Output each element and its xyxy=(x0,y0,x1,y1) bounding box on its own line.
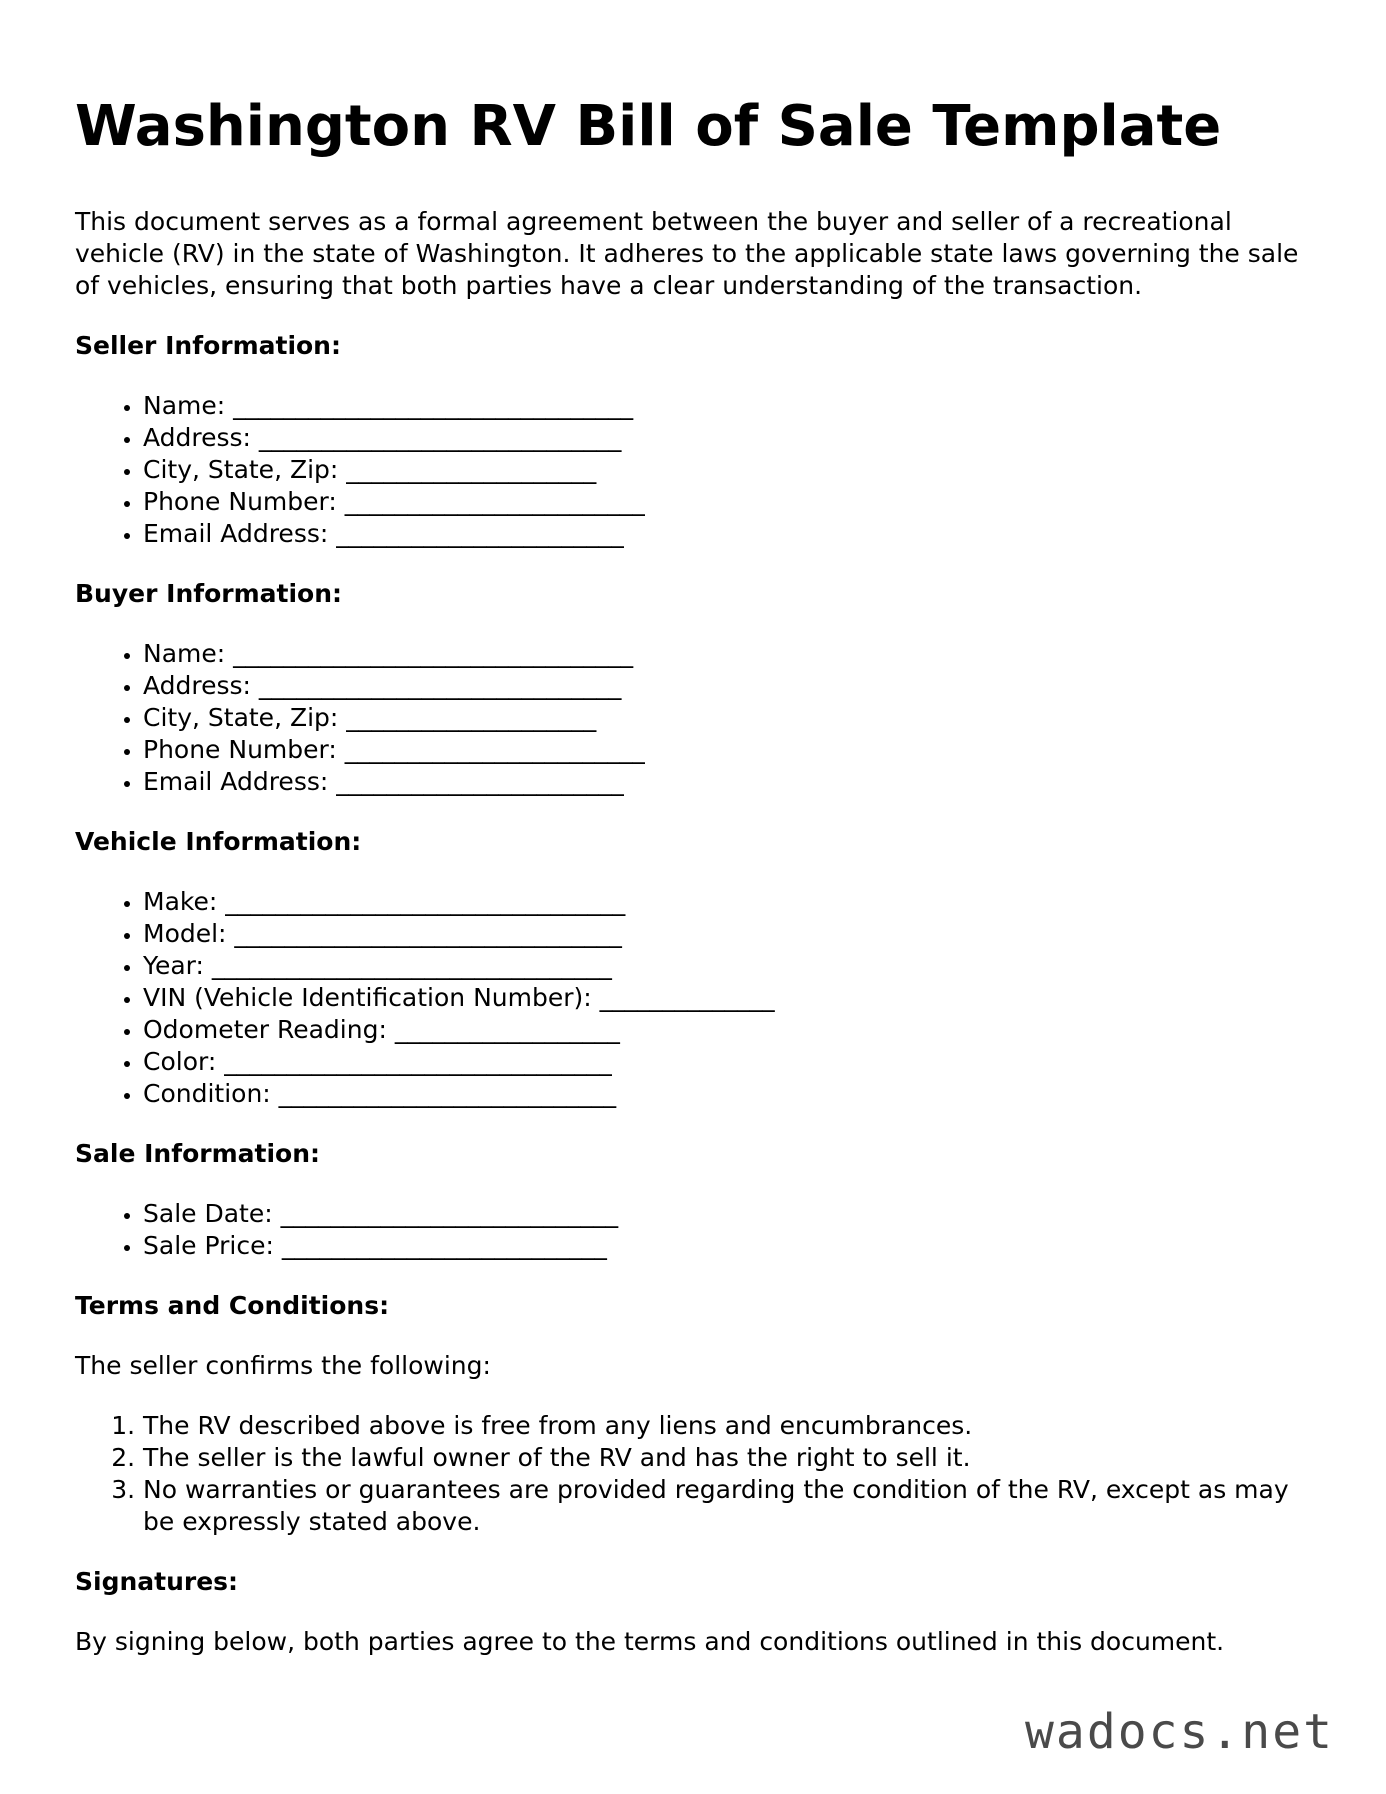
terms-item: 1. The RV described above is free from any liens and encumbrances. xyxy=(143,1410,1315,1442)
terms-item: 3. No warranties or guarantees are provided regarding the condition of the RV, except as may be expressly stated above. xyxy=(143,1474,1315,1538)
vehicle-vin-field: • VIN (Vehicle Identification Number): ______________ xyxy=(143,982,1315,1014)
terms-item: 2. The seller is the lawful owner of the RV and has the right to sell it. xyxy=(143,1442,1315,1474)
buyer-name-field: • Name: ________________________________ xyxy=(143,638,1315,670)
terms-heading: Terms and Conditions: xyxy=(75,1291,390,1320)
buyer-phone-field: • Phone Number: ________________________ xyxy=(143,734,1315,766)
watermark: wadocs.net xyxy=(1025,1704,1334,1760)
document-page xyxy=(75,92,1315,1658)
seller-field-list xyxy=(75,390,1315,550)
sale-date-field: • Sale Date: ___________________________ xyxy=(143,1198,1315,1230)
vehicle-condition-field: • Condition: ___________________________ xyxy=(143,1078,1315,1110)
vehicle-make-field: • Make: ________________________________ xyxy=(143,886,1315,918)
signatures-text: By signing below, both parties agree to the terms and conditions outlined in this document. xyxy=(75,1627,1225,1656)
vehicle-field-list xyxy=(75,886,1315,1110)
sale-price-field: • Sale Price: __________________________ xyxy=(143,1230,1315,1262)
sale-heading: Sale Information: xyxy=(75,1139,320,1168)
document-title: Washington RV Bill of Sale Template xyxy=(75,94,1222,159)
buyer-email-field: • Email Address: _______________________ xyxy=(143,766,1315,798)
terms-lead: The seller confirms the following: xyxy=(75,1351,491,1380)
buyer-address-field: • Address: _____________________________ xyxy=(143,670,1315,702)
seller-city-state-zip-field: • City, State, Zip: ____________________ xyxy=(143,454,1315,486)
vehicle-year-field: • Year: ________________________________ xyxy=(143,950,1315,982)
vehicle-odometer-field: • Odometer Reading: __________________ xyxy=(143,1014,1315,1046)
sale-field-list xyxy=(75,1198,1315,1262)
vehicle-heading: Vehicle Information: xyxy=(75,827,362,856)
signatures-heading: Signatures: xyxy=(75,1567,239,1596)
seller-heading: Seller Information: xyxy=(75,331,341,360)
seller-email-field: • Email Address: _______________________ xyxy=(143,518,1315,550)
intro-paragraph: This document serves as a formal agreement between the buyer and seller of a recreational vehicle (RV) in the state of Washington. It adheres to the applicable state laws governing the sale of vehicles, ensuring that both parties have a clear understanding of the transaction. xyxy=(75,207,1299,300)
terms-list xyxy=(75,1410,1315,1538)
buyer-heading: Buyer Information: xyxy=(75,579,343,608)
seller-name-field: • Name: ________________________________ xyxy=(143,390,1315,422)
seller-phone-field: • Phone Number: ________________________ xyxy=(143,486,1315,518)
buyer-city-state-zip-field: • City, State, Zip: ____________________ xyxy=(143,702,1315,734)
buyer-field-list xyxy=(75,638,1315,798)
vehicle-model-field: • Model: _______________________________ xyxy=(143,918,1315,950)
seller-address-field: • Address: _____________________________ xyxy=(143,422,1315,454)
vehicle-color-field: • Color: _______________________________ xyxy=(143,1046,1315,1078)
